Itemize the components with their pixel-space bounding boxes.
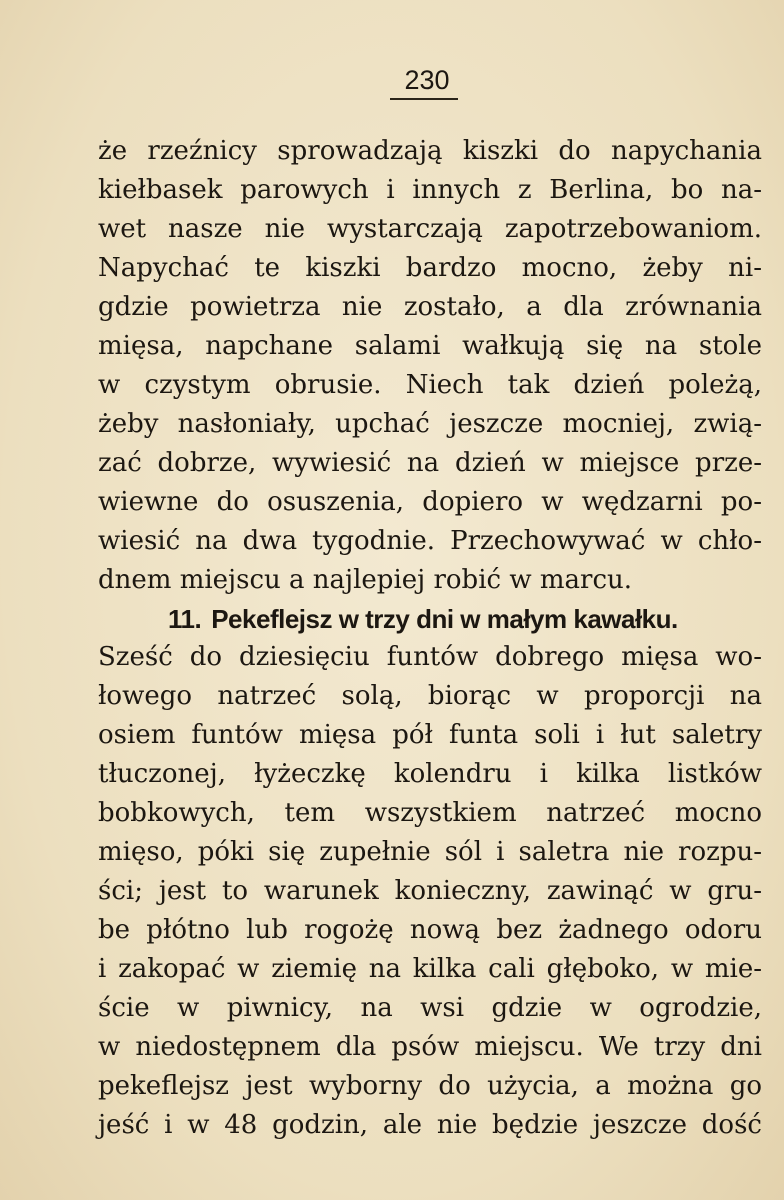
section-number: 11. bbox=[168, 604, 202, 634]
text-line: mięso, póki się zupełnie sól i saletra nie rozpu- bbox=[98, 837, 762, 867]
text-line: w niedostępnem dla psów miejscu. We trzy dni bbox=[98, 1032, 762, 1062]
text-line: mięsa, napchane salami wałkują się na stole bbox=[98, 331, 762, 361]
text-line: osiem funtów mięsa pół funta soli i łut saletry bbox=[98, 720, 762, 750]
text-line: bobkowych, tem wszystkiem natrzeć mocno bbox=[98, 798, 762, 828]
text-line: Napychać te kiszki bardzo mocno, żeby ni- bbox=[98, 253, 762, 283]
text-line: gdzie powietrza nie zostało, a dla zrównania bbox=[98, 292, 762, 322]
text-line: zać dobrze, wywiesić na dzień w miejsce prze- bbox=[98, 448, 762, 478]
page-number: 230 bbox=[404, 65, 450, 95]
text-line: wet nasze nie wystarczają zapotrzebowaniom. bbox=[98, 214, 762, 244]
text-line: kiełbasek parowych i innych z Berlina, bo na- bbox=[98, 175, 762, 205]
text-line: wiewne do osuszenia, dopiero w wędzarni po- bbox=[98, 487, 762, 517]
text-line: łowego natrzeć solą, biorąc w proporcji na bbox=[98, 681, 762, 711]
text-line: ście w piwnicy, na wsi gdzie w ogrodzie, bbox=[98, 993, 762, 1023]
text-line: Sześć do dziesięciu funtów dobrego mięsa wo- bbox=[98, 642, 762, 672]
text-line: dnem miejscu a najlepiej robić w marcu. bbox=[98, 565, 633, 595]
text-line: ści; jest to warunek konieczny, zawinąć w gru- bbox=[98, 876, 762, 906]
text-line: żeby nasłoniały, upchać jeszcze mocniej, zwią- bbox=[98, 409, 762, 439]
section-title: Pekeflejsz w trzy dni w małym kawałku. bbox=[211, 604, 678, 634]
text-line: w czystym obrusie. Niech tak dzień poleżą, bbox=[98, 370, 762, 400]
text-line: wiesić na dwa tygodnie. Przechowywać w chło- bbox=[98, 526, 762, 556]
page-number-rule bbox=[390, 98, 458, 100]
section-heading bbox=[168, 600, 678, 638]
text-line: tłuczonej, łyżeczkę kolendru i kilka listków bbox=[98, 759, 762, 789]
text-line: że rzeźnicy sprowadzają kiszki do napychania bbox=[98, 136, 762, 166]
text-line: jeść i w 48 godzin, ale nie będzie jeszcze dość bbox=[98, 1110, 762, 1140]
text-line: pekeflejsz jest wyborny do użycia, a można go bbox=[98, 1071, 762, 1101]
text-line: be płótno lub rogożę nową bez żadnego odoru bbox=[98, 915, 762, 945]
text-line: i zakopać w ziemię na kilka cali głęboko, w mie- bbox=[98, 954, 762, 984]
